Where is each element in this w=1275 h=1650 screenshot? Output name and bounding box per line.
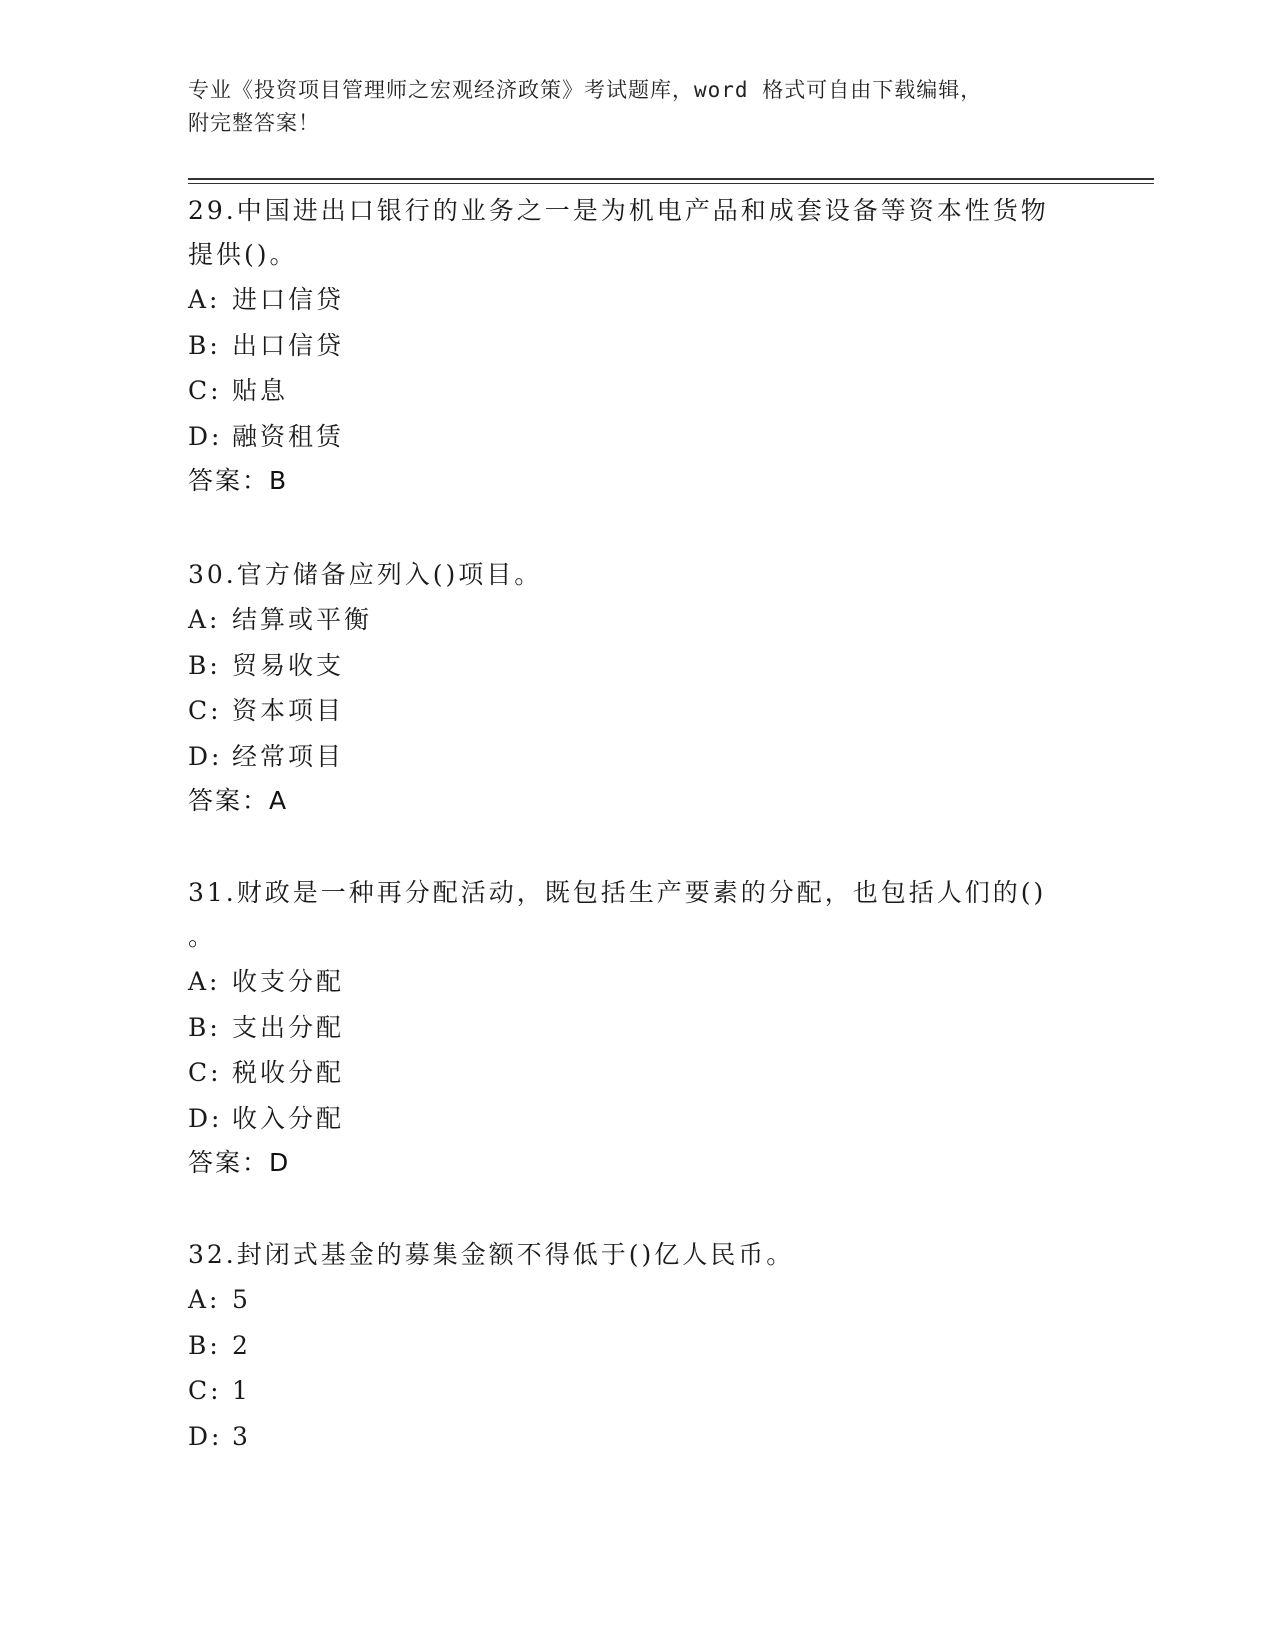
option-letter: C: — [188, 376, 222, 405]
option-letter: B: — [188, 330, 221, 360]
option-text: 进口信贷 — [232, 285, 345, 314]
option-letter: C: — [188, 696, 222, 725]
option-a — [188, 597, 1088, 643]
option-letter: A: — [188, 967, 221, 996]
header-divider-thick — [188, 178, 1154, 180]
option-c — [188, 1050, 1088, 1096]
question-30 — [188, 553, 1088, 823]
option-text: 结算或平衡 — [232, 605, 373, 634]
option-c — [188, 688, 1088, 734]
option-letter: D: — [188, 1103, 223, 1133]
option-b — [188, 1323, 1088, 1369]
option-letter: A: — [188, 605, 221, 634]
option-d — [188, 1096, 1088, 1142]
question-stem — [188, 553, 1088, 597]
option-b — [188, 323, 1088, 369]
header-line-2: 附完整答案！ — [188, 111, 320, 135]
question-stem-line: 29.中国进出口银行的业务之一是为机电产品和成套设备等资本性货物 — [188, 196, 1049, 225]
option-text: 2 — [232, 1330, 251, 1360]
option-text: 贴息 — [232, 376, 289, 405]
option-letter: B: — [188, 1012, 221, 1042]
option-text: 贸易收支 — [232, 650, 345, 680]
question-stem — [188, 1233, 1088, 1277]
question-29 — [188, 189, 1088, 503]
question-stem — [188, 871, 1088, 959]
option-text: 收支分配 — [232, 967, 345, 996]
option-letter: C: — [188, 1058, 222, 1087]
question-31 — [188, 871, 1088, 1185]
option-a — [188, 1277, 1088, 1323]
question-stem-line: 提供()。 — [188, 240, 298, 269]
option-c — [188, 368, 1088, 414]
option-text: 经常项目 — [232, 741, 345, 771]
option-letter: A: — [188, 285, 221, 314]
option-text: 收入分配 — [232, 1103, 345, 1133]
question-stem-line: 31.财政是一种再分配活动，既包括生产要素的分配，也包括人们的() — [188, 878, 1047, 907]
answer-line: 答案：B — [188, 466, 289, 495]
question-stem-line: 。 — [188, 922, 217, 951]
header-divider-thin — [188, 183, 1154, 184]
document-header — [188, 74, 1068, 140]
answer-line: 答案：D — [188, 1148, 291, 1177]
option-b — [188, 643, 1088, 689]
question-stem-line: 32.封闭式基金的募集金额不得低于()亿人民币。 — [188, 1240, 795, 1269]
option-text: 3 — [232, 1421, 251, 1451]
option-text: 出口信贷 — [232, 330, 345, 360]
option-d — [188, 734, 1088, 780]
header-line-1: 专业《投资项目管理师之宏观经济政策》考试题库，word 格式可自由下载编辑， — [188, 78, 983, 102]
option-letter: B: — [188, 1330, 221, 1360]
option-c — [188, 1368, 1088, 1414]
question-32 — [188, 1233, 1088, 1459]
option-text: 支出分配 — [232, 1012, 345, 1042]
option-letter: D: — [188, 421, 223, 451]
option-letter: A: — [188, 1285, 221, 1314]
option-a — [188, 277, 1088, 323]
option-d — [188, 1414, 1088, 1460]
question-stem-line: 30.官方储备应列入()项目。 — [188, 560, 543, 589]
option-letter: D: — [188, 741, 223, 771]
answer-line: 答案：A — [188, 786, 289, 815]
option-text: 资本项目 — [232, 696, 345, 725]
option-d — [188, 414, 1088, 460]
option-a — [188, 959, 1088, 1005]
option-text: 税收分配 — [232, 1058, 345, 1087]
option-letter: B: — [188, 650, 221, 680]
option-text: 5 — [232, 1285, 251, 1314]
question-stem — [188, 189, 1088, 277]
option-b — [188, 1005, 1088, 1051]
option-letter: D: — [188, 1421, 223, 1451]
option-letter: C: — [188, 1376, 222, 1405]
option-text: 融资租赁 — [232, 421, 345, 451]
option-text: 1 — [232, 1376, 251, 1405]
